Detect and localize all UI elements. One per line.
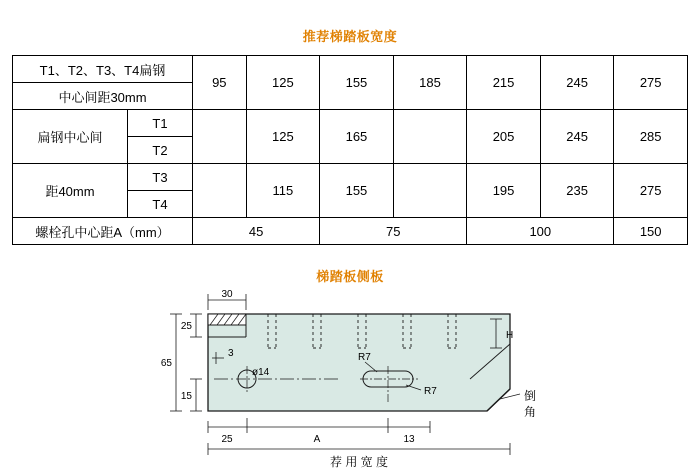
sub-label-t2: T2 bbox=[128, 137, 193, 164]
sub-label-t1: T1 bbox=[128, 110, 193, 137]
cell-bolt-c3: 100 bbox=[467, 218, 614, 245]
group-label-line1: 扁钢中心间 bbox=[13, 110, 128, 164]
dim-radius-2: R7 bbox=[424, 386, 437, 397]
dim-left-25-upper: 25 bbox=[180, 321, 192, 332]
cell-t1-c1 bbox=[193, 110, 247, 164]
cell-r1-c2: 125 bbox=[246, 56, 320, 110]
row-label-spacing-30: 中心间距30mm bbox=[13, 83, 193, 110]
cell-t3-c3: 155 bbox=[320, 164, 394, 218]
table-row bbox=[13, 110, 688, 137]
side-plate-drawing bbox=[0, 286, 700, 470]
dim-top-width: 30 bbox=[221, 289, 233, 300]
cell-r1-c4: 185 bbox=[393, 56, 467, 110]
cell-r1-c1: 95 bbox=[193, 56, 247, 110]
section-title-bottom: 梯踏板侧板 bbox=[316, 269, 384, 284]
dim-radius-1: R7 bbox=[358, 352, 371, 363]
dim-hole-diameter: ø14 bbox=[252, 367, 270, 378]
row-label-flatbar-30: T1、T2、T3、T4扁钢 bbox=[13, 56, 193, 83]
cell-t3-c7: 275 bbox=[614, 164, 688, 218]
label-chamfer-line2: 角 bbox=[524, 405, 537, 419]
cell-bolt-c2: 75 bbox=[320, 218, 467, 245]
cell-bolt-c4: 150 bbox=[614, 218, 688, 245]
cell-t3-c5: 195 bbox=[467, 164, 541, 218]
row-label-bolt-pitch: 螺栓孔中心距A（mm） bbox=[13, 218, 193, 245]
cell-t3-c4 bbox=[393, 164, 467, 218]
recommended-width-table bbox=[12, 55, 688, 245]
label-bottom-caption: 荐 用 宽 度 bbox=[329, 455, 389, 469]
dim-height-h: H bbox=[506, 330, 514, 341]
cell-t1-c5: 205 bbox=[467, 110, 541, 164]
dim-bottom-a: A bbox=[313, 434, 321, 445]
cell-t3-c1 bbox=[193, 164, 247, 218]
table-row bbox=[13, 56, 688, 83]
cell-t1-c7: 285 bbox=[614, 110, 688, 164]
cell-t3-c2: 115 bbox=[246, 164, 320, 218]
cell-r1-c6: 245 bbox=[540, 56, 614, 110]
sub-label-t3: T3 bbox=[128, 164, 193, 191]
cell-t3-c6: 235 bbox=[540, 164, 614, 218]
label-chamfer-line1: 倒 bbox=[524, 389, 537, 403]
cell-r1-c5: 215 bbox=[467, 56, 541, 110]
table-row bbox=[13, 164, 688, 191]
section-title-top: 推荐梯踏板宽度 bbox=[302, 29, 398, 44]
sub-label-t4: T4 bbox=[128, 191, 193, 218]
dim-bottom-25: 25 bbox=[221, 434, 233, 445]
cell-t1-c6: 245 bbox=[540, 110, 614, 164]
table-row bbox=[13, 218, 688, 245]
cell-t1-c4 bbox=[393, 110, 467, 164]
cell-t1-c3: 165 bbox=[320, 110, 394, 164]
cell-r1-c7: 275 bbox=[614, 56, 688, 110]
dim-left-15: 15 bbox=[180, 391, 192, 402]
cell-bolt-c1: 45 bbox=[193, 218, 320, 245]
cell-r1-c3: 155 bbox=[320, 56, 394, 110]
group-label-line2: 距40mm bbox=[13, 164, 128, 218]
dim-left-65: 65 bbox=[160, 358, 172, 369]
dim-thickness: 3 bbox=[228, 348, 234, 359]
cell-t1-c2: 125 bbox=[246, 110, 320, 164]
dim-bottom-13: 13 bbox=[403, 434, 415, 445]
